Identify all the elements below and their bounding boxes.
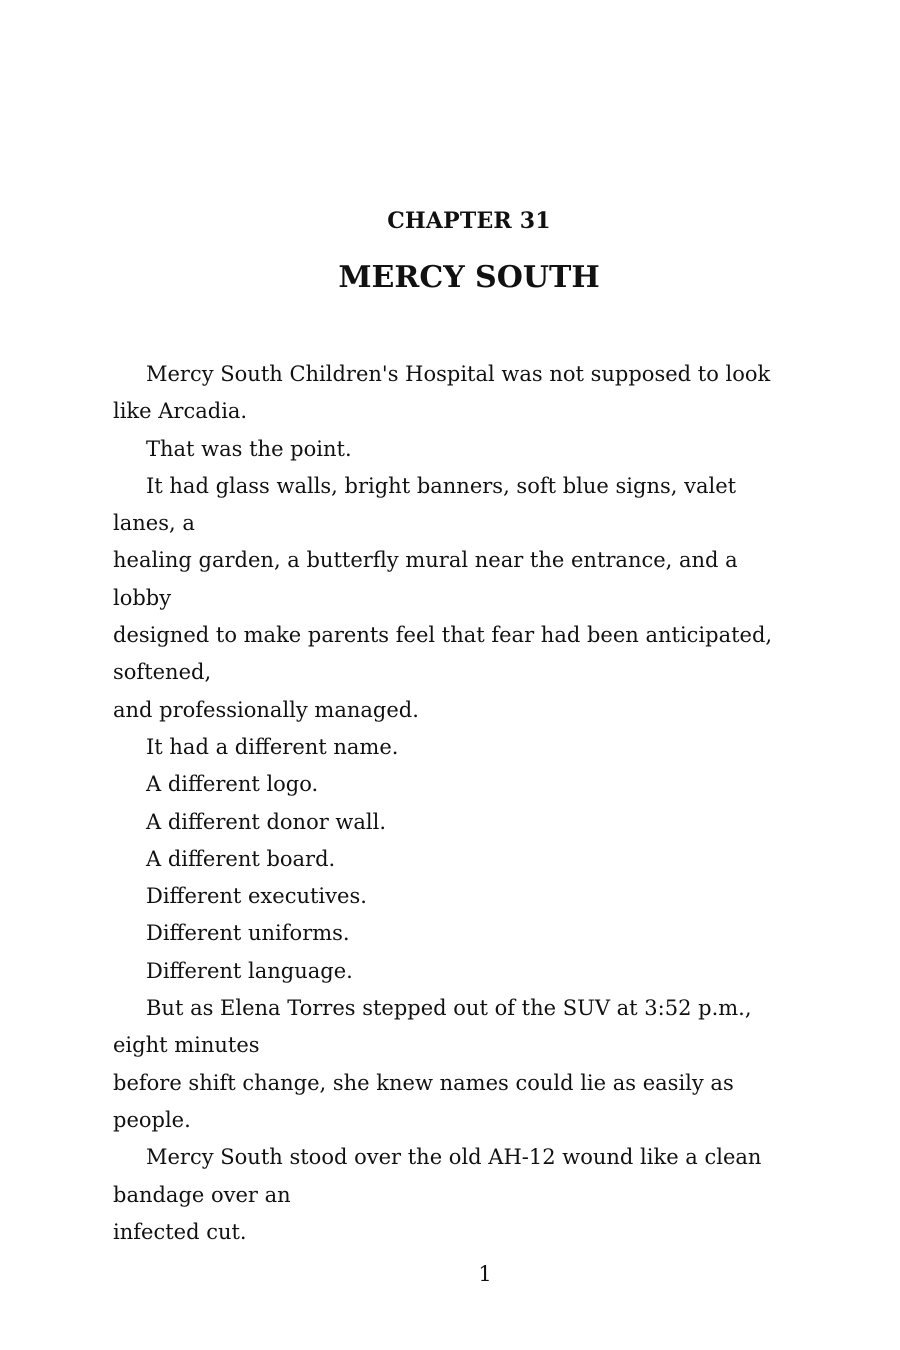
text-line: bandage over an — [113, 1182, 291, 1207]
text-line: lobby — [113, 585, 172, 610]
text-line: A different donor wall. — [146, 809, 387, 834]
text-line: healing garden, a butterfly mural near the entrance, and a — [113, 548, 738, 573]
text-line: eight minutes — [113, 1033, 260, 1058]
text-line: It had a different name. — [146, 734, 399, 759]
text-line: softened, — [113, 660, 212, 685]
text-line: lanes, a — [113, 511, 195, 536]
text-line: infected cut. — [113, 1219, 247, 1244]
text-line: and professionally managed. — [113, 697, 419, 722]
text-line: Different uniforms. — [146, 921, 350, 946]
text-line: Mercy South Children's Hospital was not supposed to look — [146, 362, 771, 386]
text-line: like Arcadia. — [113, 399, 248, 424]
text-line: designed to make parents feel that fear had been anticipated, — [113, 623, 773, 648]
chapter-body — [113, 356, 823, 1251]
text-line: Different executives. — [146, 884, 367, 909]
text-line: A different logo. — [146, 772, 319, 797]
chapter-title: MERCY SOUTH — [338, 260, 600, 295]
text-line: Mercy South stood over the old AH-12 wound like a clean — [146, 1145, 762, 1170]
text-line: That was the point. — [146, 436, 352, 461]
text-line: Different language. — [146, 958, 353, 983]
page-number: 1 — [478, 1262, 492, 1286]
text-line: A different board. — [146, 846, 336, 871]
text-line: people. — [113, 1107, 191, 1132]
text-line: But as Elena Torres stepped out of the SUV at 3:52 p.m., — [146, 996, 752, 1021]
text-line: It had glass walls, bright banners, soft blue signs, valet — [146, 473, 737, 498]
text-line: before shift change, she knew names could lie as easily as — [113, 1070, 734, 1095]
chapter-number: CHAPTER 31 — [387, 208, 551, 234]
